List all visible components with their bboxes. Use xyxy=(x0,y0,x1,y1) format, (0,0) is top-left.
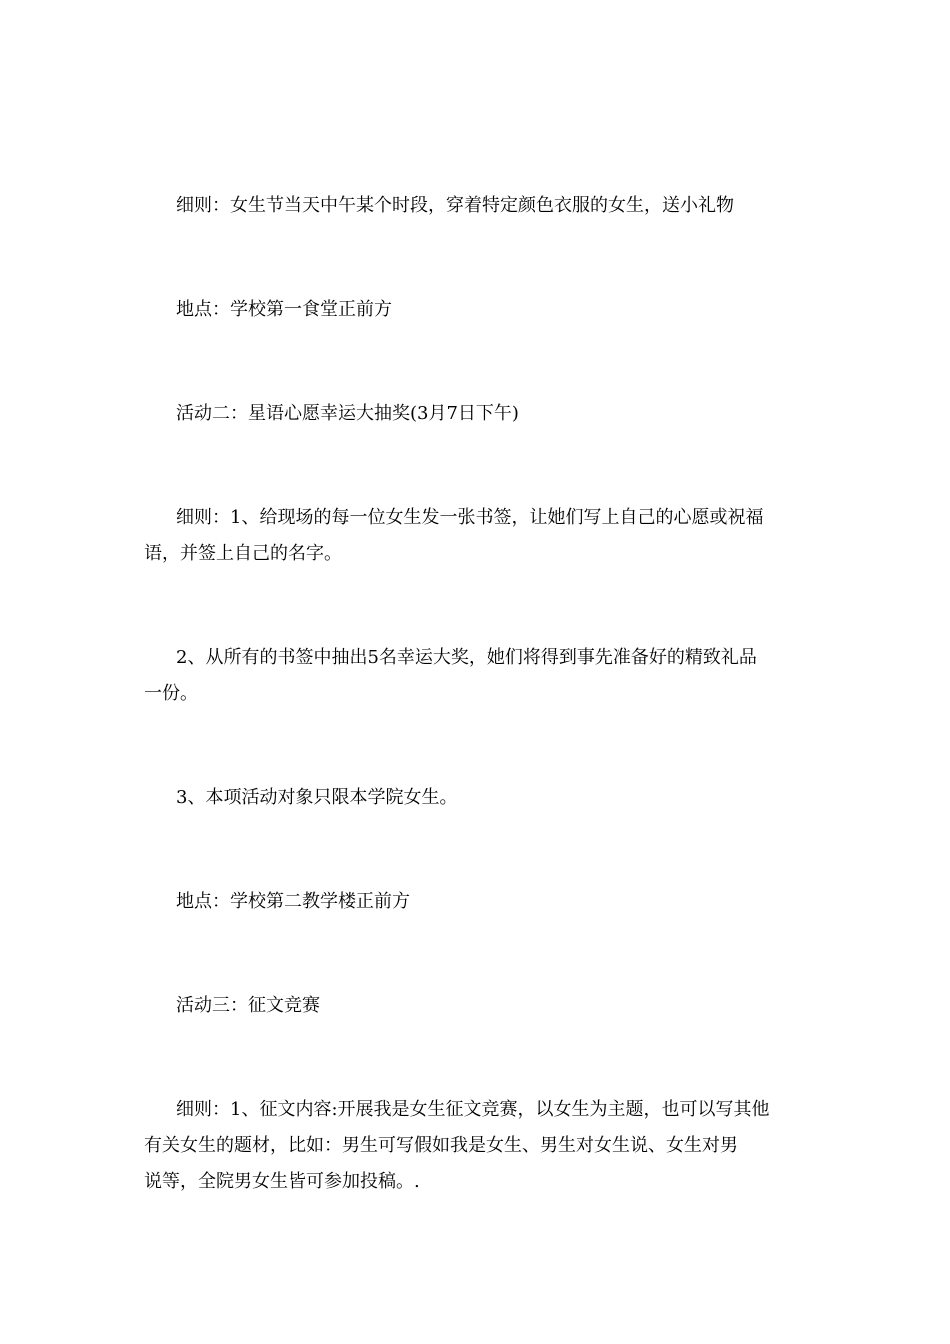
paragraph-activity-three-title xyxy=(144,988,810,1024)
text-line: 活动二：星语心愿幸运大抽奖(3月7日下午) xyxy=(176,403,519,424)
text-line: 2、从所有的书签中抽出5名幸运大奖，她们将得到事先准备好的精致礼品 xyxy=(176,647,757,668)
paragraph-bookmark-rule xyxy=(144,500,810,572)
paragraph-eligibility-rule xyxy=(144,780,810,816)
paragraph-location-canteen xyxy=(144,292,810,328)
text-line: 地点：学校第二教学楼正前方 xyxy=(176,891,410,912)
text-line: 说等，全院男女生皆可参加投稿。. xyxy=(144,1171,420,1192)
text-line: 活动三：征文竞赛 xyxy=(176,995,320,1016)
text-line: 细则：1、给现场的每一位女生发一张书签，让她们写上自己的心愿或祝福 xyxy=(176,507,764,528)
paragraph-lottery-rule xyxy=(144,640,810,712)
text-line: 语，并签上自己的名字。 xyxy=(144,543,342,564)
text-line: 有关女生的题材，比如：男生可写假如我是女生、男生对女生说、女生对男 xyxy=(144,1135,738,1156)
paragraph-activity-two-title xyxy=(144,396,810,432)
text-line: 地点：学校第一食堂正前方 xyxy=(176,299,392,320)
text-line: 细则：1、征文内容:开展我是女生征文竞赛，以女生为主题，也可以写其他 xyxy=(176,1099,770,1120)
text-line: 3、本项活动对象只限本学院女生。 xyxy=(176,787,458,808)
paragraph-essay-rule xyxy=(144,1092,810,1200)
paragraph-gift-rules xyxy=(144,188,810,224)
text-line: 细则：女生节当天中午某个时段，穿着特定颜色衣服的女生，送小礼物 xyxy=(176,195,734,216)
paragraph-location-building xyxy=(144,884,810,920)
text-line: 一份。 xyxy=(144,683,198,704)
